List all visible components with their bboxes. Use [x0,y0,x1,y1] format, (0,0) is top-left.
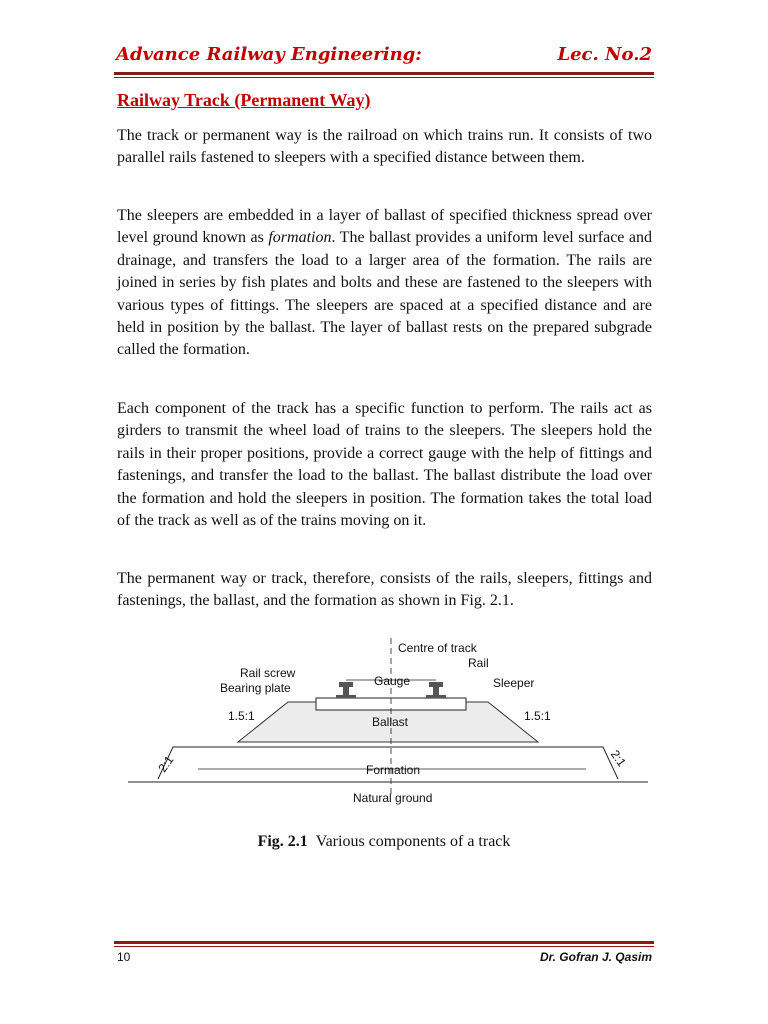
page-number: 10 [117,950,131,964]
label-slope-left: 1.5:1 [228,709,255,723]
paragraph-3: Each component of the track has a specific function to perform. The rails act as girders to transmit the wheel load of trains to the sleepers. The sleepers hold the rails in their proper positions, provide a correct gauge with the help of fittings and fastenings, and transfer the load to the ballast. The ballast distribute the load over the formation and hold the sleepers in position. The formation takes the total load of the track as well as of the trains moving on it. [117,400,652,530]
label-ballast: Ballast [372,715,409,729]
figure-number: Fig. 2.1 [257,833,308,850]
footer-rule [114,941,654,944]
label-bearing-plate: Bearing plate [220,681,291,695]
left-rail-shape [336,682,356,698]
running-header [116,42,652,72]
label-rail: Rail [468,656,489,670]
paragraph-2-text-b: . The ballast provides a uniform level surface and drainage, and transfers the load to a larger area of the formation. The rails are joined in series by fish plates and bolts and these are fastened to the sleepers with various types of fittings. The sleepers are spaced at a specified distance and are held in position by the ballast. The layer of ballast rests on the prepared subgrade called the formation. [117,229,653,359]
label-centre-of-track: Centre of track [398,641,477,655]
label-gauge: Gauge [374,674,411,688]
course-title: Advance Railway Engineering: [116,44,422,65]
paragraph-2-emphasis: formation [268,229,332,247]
label-side-slope-left: 2:1 [155,753,177,775]
label-rail-screw: Rail screw [240,666,296,680]
footer-author: Dr. Gofran J. Qasim [539,950,652,964]
header-rule [114,72,654,75]
paragraph-4: The permanent way or track, therefore, consists of the rails, sleepers, fittings and fastenings, the ballast, and the formation as shown in Fig. 2.1. [117,570,652,610]
label-slope-right: 1.5:1 [524,709,551,723]
paragraph-2 [117,205,652,362]
label-formation: Formation [366,763,421,777]
figure-caption [0,833,768,851]
section-title: Railway Track (Permanent Way) [117,90,371,110]
lecture-number: Lec. No.2 [557,44,652,65]
header-rule-thin [114,77,654,78]
paragraph-1: The track or permanent way is the railroad on which trains run. It consists of two parallel rails fastened to sleepers with a specified distance between them. [117,127,652,167]
label-side-slope-right: 2:1 [607,747,629,770]
track-cross-section-figure [128,632,648,812]
footer-rule-thin [114,946,654,947]
paragraph-2-text-a: The sleepers are embedded in a layer of ballast of specified thickness spread over level ground known as [117,207,652,247]
right-rail-shape [426,682,446,698]
label-sleeper: Sleeper [493,676,535,690]
label-natural-ground: Natural ground [353,791,433,805]
figure-caption-text: Various components of a track [315,833,511,850]
